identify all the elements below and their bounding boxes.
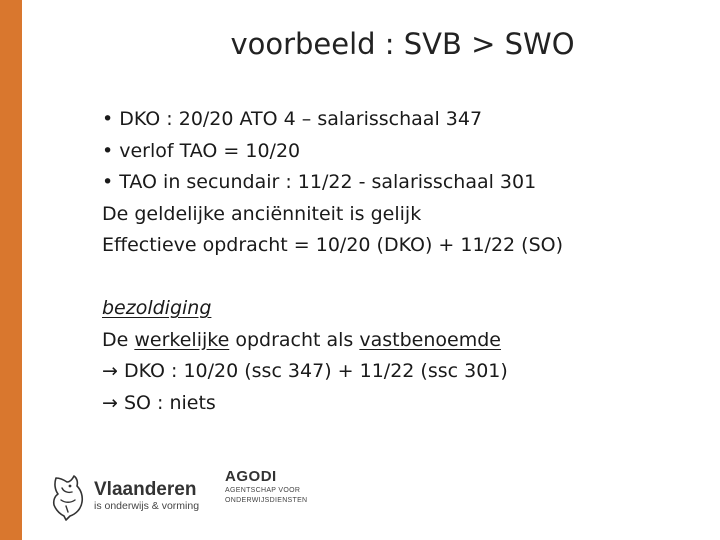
bezoldiging-line-opdracht [102,325,702,357]
bezoldiging-pre: De [102,328,135,351]
vlaanderen-sub: is onderwijs & vorming [94,500,200,512]
agodi-logo [225,468,308,506]
slide-title: voorbeeld : SVB > SWO [230,27,575,61]
body-line-anciënniteit: De geldelijke anciënniteit is gelijk [102,202,422,225]
vlaanderen-logo [94,480,199,513]
bezoldiging-line-dko: → DKO : 10/20 (ssc 347) + 11/22 (ssc 301) [102,360,508,382]
slide-body [102,104,702,419]
agodi-name: AGODI [225,468,277,485]
body-line-verlof: • verlof TAO = 10/20 [102,139,301,162]
footer-logos [48,466,308,526]
bezoldiging-vastbenoemde: vastbenoemde [359,328,501,351]
body-line-tao: • TAO in secundair : 11/22 - salarisschaal 301 [102,171,537,193]
bezoldiging-heading-text: bezoldiging [102,297,212,319]
vlaanderen-name: Vlaanderen [94,479,197,500]
spacer [102,262,702,294]
body-line-dko: • DKO : 20/20 ATO 4 – salarisschaal 347 [102,108,483,130]
vlaanderen-lion-icon [48,472,88,522]
agodi-sub: AGENTSCHAP VOOR ONDERWIJSDIENSTEN [225,487,308,504]
bezoldiging-line-so: → SO : niets [102,391,216,414]
bezoldiging-mid: opdracht als [229,328,360,351]
bezoldiging-werkelijke: werkelijke [134,328,230,351]
body-line-opdracht: Effectieve opdracht = 10/20 (DKO) + 11/22 (SO) [102,234,564,256]
accent-sidebar [0,0,22,540]
bezoldiging-heading [102,293,702,325]
